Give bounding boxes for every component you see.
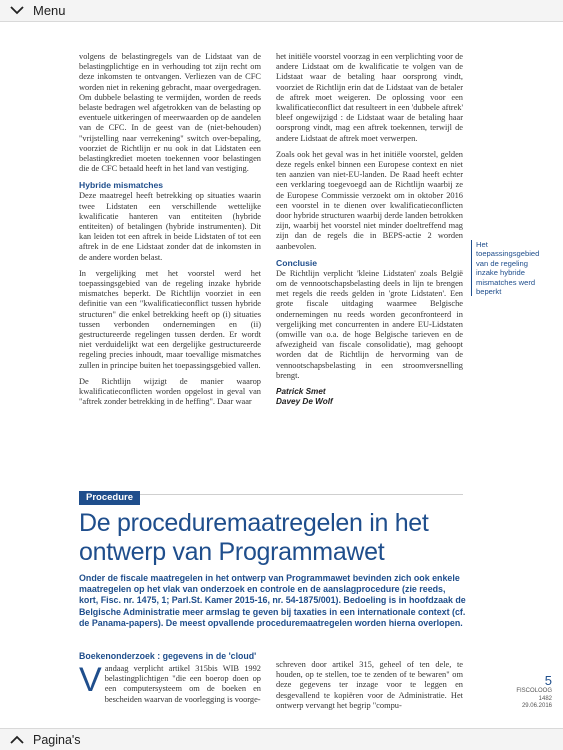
article-lead: Onder de fiscale maatregelen in het ontwerp van Programmawet bevinden zich ook enkele maatregelen op het vlak van onderzoek en controle en de aanslagprocedure (zie reeds, kort, Fisc. nr. 1475, 1; Parl.St. Kamer 2015-16, nr. 54-1875/001). Bedoeling is in hoofdzaak de Belgische Administratie meer armslag te geven bij taxaties in een internationale context (cf. de Panama-papers). De meest opvallende proceduremaatregelen worden hierna overlopen. — [79, 573, 466, 628]
paragraph: Deze maatregel heeft betrekking op situaties waarin twee Lidstaten een verschillende wettelijke kwalificatie hanteren van entiteiten (hybride entiteiten) of betalingen (hybride instrumenten). Dit kan leiden tot een aftrek in beide Lidstaten of tot een aftrek in de ene Lidstaat zonder dat de inkomsten in de andere worden belast. — [79, 191, 261, 262]
magazine-name: FISCOLOOG — [516, 688, 552, 694]
text-column-right — [276, 52, 463, 407]
issue-date: 29.06.2016 — [521, 703, 552, 709]
drop-cap: V — [79, 661, 102, 699]
paragraph: De Richtlijn verplicht 'kleine Lidstaten' zoals België om de vennootschapsbelasting deels in lijn te brengen met regels die reeds gelden in 'grote Lidstaten'. Een grote fiscale uitdaging waarmee Belgische ondernemingen nu reeds worden geconfronteerd in vergelijking met concurrenten in andere EU-Lidstaten (omwille van o.a. de hoge Belgische tarieven en de afwezigheid van fiscale consolidatie), mag gehoopt worden dat de Richtlijn de hervorming van de vennootschapsbelasting in een stroomversnelling brengt. — [276, 268, 463, 380]
menu-button[interactable] — [0, 0, 563, 22]
pull-quote: Het toepassingsgebied van de regeling inzake hybride mismatches werd beperkt — [471, 240, 551, 296]
paragraph: Zoals ook het geval was in het initiële voorstel, gelden deze regels enkel binnen een Europese context en niet ten aanzien van niet-EU-landen. De Raad heeft echter een verklaring toegevoegd aan de Richtlijn waarbij ze de Europese Commissie verzoekt om in oktober 2016 een voorstel in te dienen over kwalificatieconflicten door hybride structuren waarbij derde landen betrokken zijn, waarbij het voorstel niet minder doeltreffend mag zijn dan de regels die in BEPS-actie 2 worden aanbevolen. — [276, 149, 463, 251]
author-name: Patrick Smet — [276, 387, 326, 397]
author-name: Davey De Wolf — [276, 397, 333, 407]
page-number: 5 — [544, 673, 552, 688]
article-body: andaag verplicht artikel 315bis WIB 1992 belastingplichtigen "die een boerop doen op een computersysteem om de boeken en bescheiden waarvan de voorlegging is voorge- — [104, 664, 261, 704]
page-folio — [516, 674, 552, 711]
chevron-up-icon — [10, 735, 24, 744]
article-headline: De proceduremaatregelen in het ontwerp van Programmawet — [79, 509, 429, 566]
paragraph: De Richtlijn wijzigt de manier waarop kwalificatieconflicten worden opgelost in geval van "aftrek zonder betrekking in de heffing". Daar waar — [79, 376, 261, 407]
article-body: schreven door artikel 315, geheel of ten dele, te houden, op te stellen, toe te zenden of te bewaren" om deze gegevens ter inzage voor te leggen en desgevallend te kopiëren voor de Administratie. Het ontwerp vervangt het begrip "compu- — [276, 660, 463, 710]
magazine-page — [0, 22, 563, 728]
pages-button[interactable] — [0, 728, 563, 750]
category-badge: Procedure — [79, 491, 140, 505]
paragraph: In vergelijking met het voorstel werd het toepassingsgebied van de regeling inzake hybride mismatches beperkt. De Richtlijn voorziet in een definitie van een "kwalificatieconflict tussen hybride structuren" die enkel betrekking heeft op (i) situaties tussen verbonden ondernemingen en (ii) gestructureerde regelingen tussen derden. Er wordt niet verduidelijkt wat een dergelijke gestructureerde regeling precies inhoudt, maar toevallige mismatches zullen in principe buiten het toepassingsgebied vallen. — [79, 268, 261, 370]
section-heading: Conclusie — [276, 257, 318, 268]
section-heading: Hybride mismatches — [79, 180, 164, 191]
article-column-left — [79, 651, 261, 705]
paragraph: het initiële voorstel voorzag in een verplichting voor de andere Lidstaat om de kwalificatie te volgen van de Lidstaat waar de betaling haar oorsprong vindt, voorziet de Richtlijn erin dat de Lidstaat van de betaler de aftrek moet weigeren. De oplossing voor een kwalificatieconflict dat resulteert in een 'dubbele aftrek' bleef ongewijzigd : de Lidstaat waar de betaling haar oorsprong vindt, mag een aftrek toekennen, terwijl de andere Lidstaat de aftrek moet verwerpen. — [276, 52, 463, 143]
chevron-down-icon — [10, 6, 24, 15]
menu-label: Menu — [33, 3, 66, 18]
text-column-left — [79, 52, 261, 414]
article-column-right — [276, 660, 463, 711]
paragraph: volgens de belastingregels van de Lidstaat van de belastingplichtige en in verhouding tot zijn recht om deze inkomsten te ontvangen. Verliezen van de CFC worden niet in rekening gebracht, maar overgedragen. Om dubbele belasting te vermijden, worden de reeds belaste bedragen wel afgetrokken van de belasting op eventuele uitkeringen of meerwaarden op de aandelen van de CFC. In de geest van de (niet-behouden) "vrijstelling naar verrekening" switch over-bepaling, voorziet de Richtlijn er nu ook in dat Lidstaten een belastingkrediet moeten toekennen voor belastingen die de CFC betaald heeft in het land van vestiging. — [79, 52, 261, 174]
issue-number: 1482 — [538, 695, 552, 702]
pages-label: Pagina's — [33, 732, 81, 747]
article-subheading: Boekenonderzoek : gegevens in de 'cloud' — [79, 651, 257, 661]
